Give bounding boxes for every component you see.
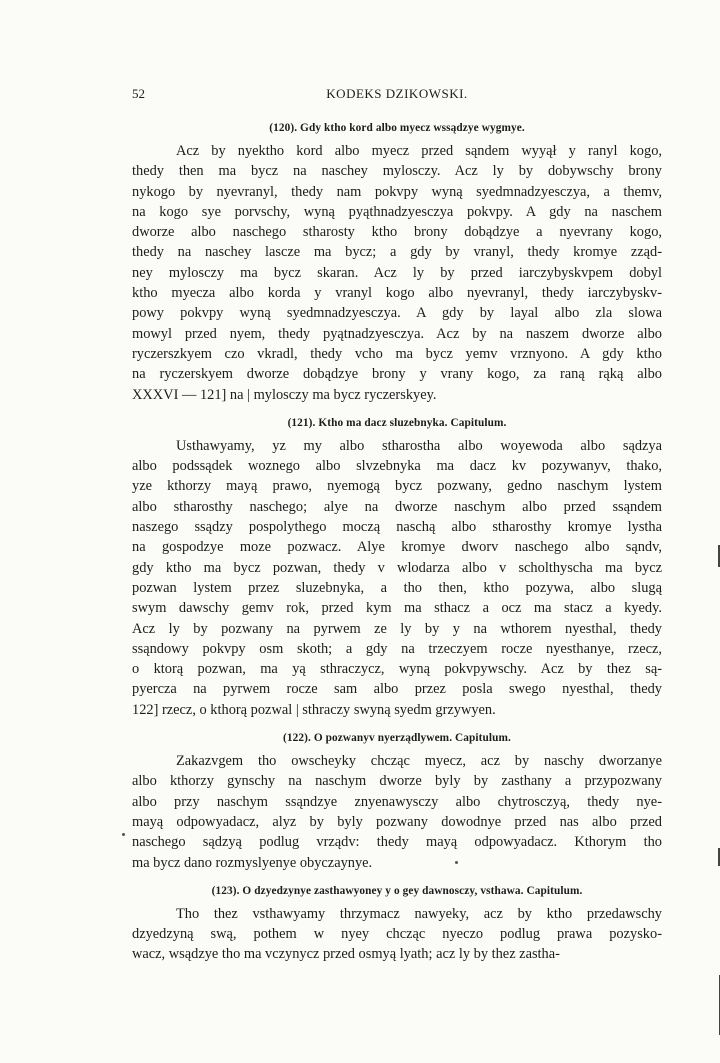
text-line: naschego sądzyą podlug vrządv: thedy mayą odpowyadacz. Kthorym tho [132,834,662,851]
text-line: thedy na naschey lascze ma bycz; a gdy by vranyl, thedy kromye zząd- [132,244,662,261]
section-paragraph [132,751,662,873]
ink-speck [122,833,125,836]
text-line: Zakazvgem tho owscheyky chcząc myecz, acz by naschy dworzanye [176,753,662,770]
text-line: albo przy naschym ssąndzye znyenawysczy albo chytrosczyą, thedy nye- [132,793,662,810]
text-line: XXXVI — 121] na | mylosczy ma bycz ryczerskyey. [132,386,437,403]
text-line: na kogo sye porvschy, wyną pyąthnadzyesczya pokvpy. A gdy na naschem [132,203,662,220]
text-line: thedy then ma bycz na naschey mylosczy. Acz ly by dobywschy brony [132,163,662,180]
text-line: ma bycz dano rozmyslyenye obyczaynye. [132,854,373,871]
text-line: gdy ktho ma bycz pozwan, thedy v wlodarza albo v scholthyscha ma bycz [132,559,662,576]
text-line: pyercza na pyrwem rocze sam albo przez posla swego nyesthal, thedy [132,681,662,698]
text-line: Acz ly by pozwany na pyrwem ze ly by y na wthorem nyesthal, thedy [132,620,662,637]
section-heading: (121). Ktho ma dacz sluzebnyka. Capitulum. [287,416,507,429]
section-paragraph [132,436,662,720]
text-line: pozwan lystem przez sluzebnyka, a tho then, ktho pozywa, albo slugą [132,579,662,596]
section-paragraph [132,141,662,405]
text-line: 122] rzecz, o kthorą pozwal | sthraczy swyną syedm grzywyen. [132,701,496,718]
running-head [132,86,662,108]
text-line: ktho myecza albo korda y vranyl kogo albo nyevranyl, thedy iarczybyskv- [132,285,662,302]
section-heading: (122). O pozwanyv nyerządlywem. Capitulum. [283,732,511,745]
text-body [132,122,662,965]
text-line: albo kthorzy gynschy na naschym dworze byly by zasthany a przypozwany [132,773,662,790]
text-line: ney mylosczy ma bycz skaran. Acz ly by przed iarczybyskvpem dobyl [132,264,662,281]
text-line: na ryczerskyem dworze dobądzye brony y vrany kogo, za raną rąką albo [132,366,662,383]
text-line: powy pokvpy wyną syedmnadzyesczya. A gdy by layal albo zla slowa [132,305,662,322]
text-line: wacz, wsądzye tho ma vczynycz przed osmyą lyath; acz ly by thez zastha- [132,946,560,963]
text-line: dworze albo naschego stharosty ktho brony dobądzye a nyevrany kogo, [132,224,662,241]
text-line: naszego ssądzy pospolythego moczą naschą albo stharosthy kromye lystha [132,519,662,536]
text-line: yze kthorzy mayą prawo, nyemogą bycz pozwany, gedno naschym lystem [132,478,662,495]
text-line: albo podssądek woznego albo slvzebnyka ma dacz kv pozywanyv, thako, [132,458,662,475]
section-heading: (123). O dzyedzynye zasthawyoney y o gey dawnosczy, vsthawa. Capitulum. [211,884,583,897]
text-line: Usthawyamy, yz my albo stharostha albo woyewoda albo sądzya [176,437,662,454]
text-line: Acz by nyektho kord albo myecz przed sąndem wyyął y ranyl kogo, [176,143,662,159]
text-line: mowyl przed nyem, thedy pyątnadzyesczya. Acz by na naszem dworze albo [132,325,662,342]
book-page [132,86,662,965]
section-paragraph [132,904,662,965]
page-number: 52 [132,86,145,101]
text-line: na gospodzye moze pozwacz. Alye kromye dworv naschego albo sąndv, [132,539,662,556]
text-line: Tho thez vsthawyamy thrzymacz nawyeky, acz by ktho przedawschy [176,905,662,922]
text-line: mayą odpowyadacz, alyz by byly pozwany dowodnye przed nas albo przed [132,813,662,830]
section-heading: (120). Gdy ktho kord albo myecz wssądzye wygmye. [269,122,525,134]
text-line: ryczerszkyem czo vkradl, thedy vcho ma bycz yemv vrznyono. A gdy ktho [132,345,662,362]
running-title: KODEKS DZIKOWSKI. [326,86,468,101]
text-line: o ktorą pozwan, ma yą sthraczycz, wyną pokvpywschy. Acz by thez są- [132,661,662,678]
ink-speck [455,861,458,864]
text-line: ssąndowy pokvpy osm skoth; a gdy na trzeczyem rocze nyesthanye, rzecz, [132,640,662,657]
text-line: albo stharosthy naschego; alye na dworze naschym albo przed ssąndem [132,498,662,515]
text-line: swym dawschy gemv rok, przed kym ma sthacz a ocz ma stacz a kyedy. [132,600,662,617]
text-line: dzyedzyną swą, pothem w nyey chcząc nyeczo podlug prawa pozysko- [132,926,662,943]
text-line: nykogo by nyevranyl, thedy nam pokvpy wyną syedmnadzyesczya, a themv, [132,183,662,200]
